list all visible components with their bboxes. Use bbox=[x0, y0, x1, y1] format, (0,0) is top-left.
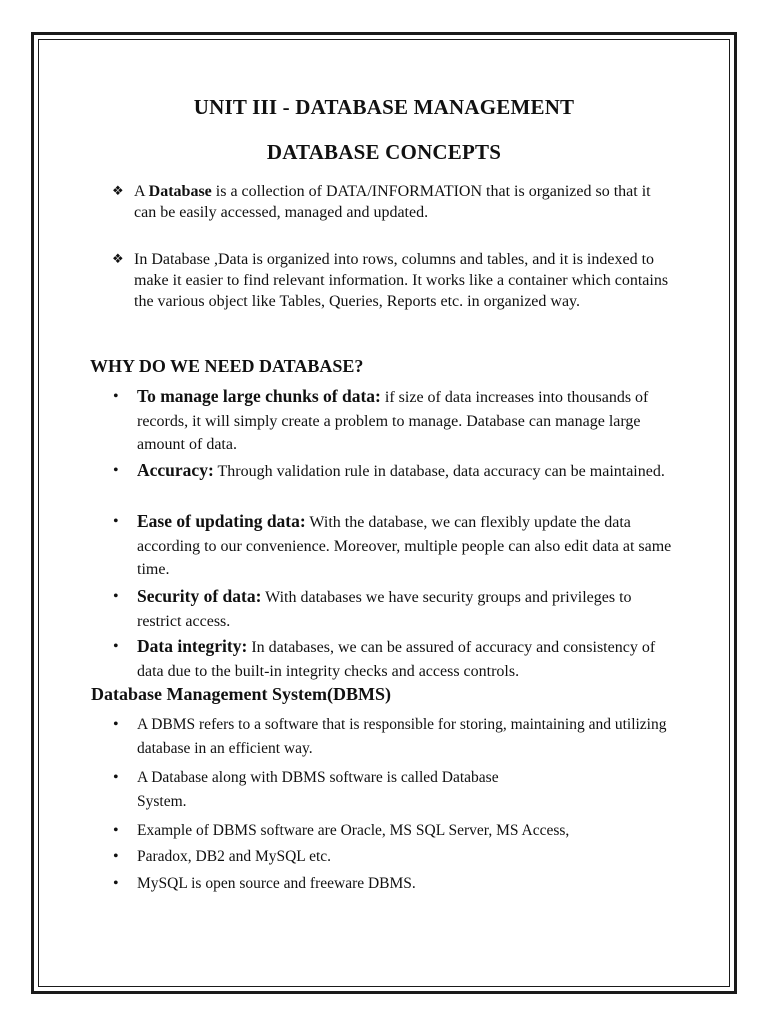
why-item-term: Security of data: bbox=[137, 586, 262, 606]
bullet-icon: • bbox=[113, 638, 119, 655]
dbms-item-text: MySQL is open source and freeware DBMS. bbox=[137, 875, 416, 892]
why-item-term: Accuracy: bbox=[137, 460, 214, 480]
why-item-text bbox=[137, 385, 675, 457]
bullet-icon: • bbox=[113, 848, 119, 865]
diamond-bullet-icon: ❖ bbox=[112, 252, 124, 267]
page-subtitle: DATABASE CONCEPTS bbox=[266, 140, 502, 164]
bullet-icon: • bbox=[113, 822, 119, 839]
why-item-desc: Through validation rule in database, data accuracy can be maintained. bbox=[213, 463, 665, 480]
bullet-icon: • bbox=[113, 716, 119, 733]
why-item-desc: In databases, we can be assured of accuracy and consistency of data due to the built-in integrity checks and access controls. bbox=[137, 639, 656, 680]
why-item-desc: if size of data increases into thousands of records, it will simply create a problem to manage. Database can manage large amount of data. bbox=[137, 389, 649, 453]
why-item-term: Data integrity: bbox=[137, 636, 248, 656]
bullet-icon: • bbox=[113, 513, 119, 530]
why-heading: WHY DO WE NEED DATABASE? bbox=[90, 356, 364, 376]
why-item-desc: With the database, we can flexibly update the data according to our convenience. Moreover, multiple people can also edit data at same time. bbox=[137, 514, 672, 578]
concept-rest: is a collection of DATA/INFORMATION that is organized so that it can be easily accessed, managed and updated. bbox=[134, 183, 651, 221]
diamond-bullet-icon: ❖ bbox=[112, 184, 124, 199]
bullet-icon: • bbox=[113, 875, 119, 892]
dbms-item-line: System. bbox=[137, 793, 187, 810]
bullet-icon: • bbox=[113, 388, 119, 405]
dbms-item-text: Paradox, DB2 and MySQL etc. bbox=[137, 848, 332, 865]
bullet-icon: • bbox=[113, 588, 119, 605]
dbms-item-text: Example of DBMS software are Oracle, MS SQL Server, MS Access, bbox=[137, 822, 570, 839]
bullet-icon: • bbox=[113, 769, 119, 786]
why-item-term: To manage large chunks of data: bbox=[137, 386, 381, 406]
dbms-item-line: A Database along with DBMS software is called Database bbox=[137, 769, 499, 786]
dbms-item-text bbox=[137, 766, 675, 814]
dbms-heading: Database Management System(DBMS) bbox=[91, 684, 391, 704]
concept-text bbox=[134, 181, 672, 223]
concept-prefix: A bbox=[134, 183, 149, 200]
concept-text: In Database ,Data is organized into rows, columns and tables, and it is indexed to make it easier to find relevant information. It works like a container which contains the various object like Tables, Queries, Reports etc. in organized way. bbox=[134, 251, 669, 310]
why-item-term: Ease of updating data: bbox=[137, 511, 306, 531]
why-item-text bbox=[137, 635, 675, 683]
page-title: UNIT III - DATABASE MANAGEMENT bbox=[193, 95, 575, 119]
concept-bold-term: Database bbox=[148, 183, 212, 200]
why-item-desc: With databases we have security groups and privileges to restrict access. bbox=[137, 589, 632, 630]
bullet-icon: • bbox=[113, 462, 119, 479]
why-item-text bbox=[137, 459, 675, 484]
why-item-text bbox=[137, 510, 675, 582]
dbms-item-text: A DBMS refers to a software that is responsible for storing, maintaining and utilizing database in an efficient way. bbox=[137, 716, 667, 757]
why-item-text bbox=[137, 585, 675, 633]
